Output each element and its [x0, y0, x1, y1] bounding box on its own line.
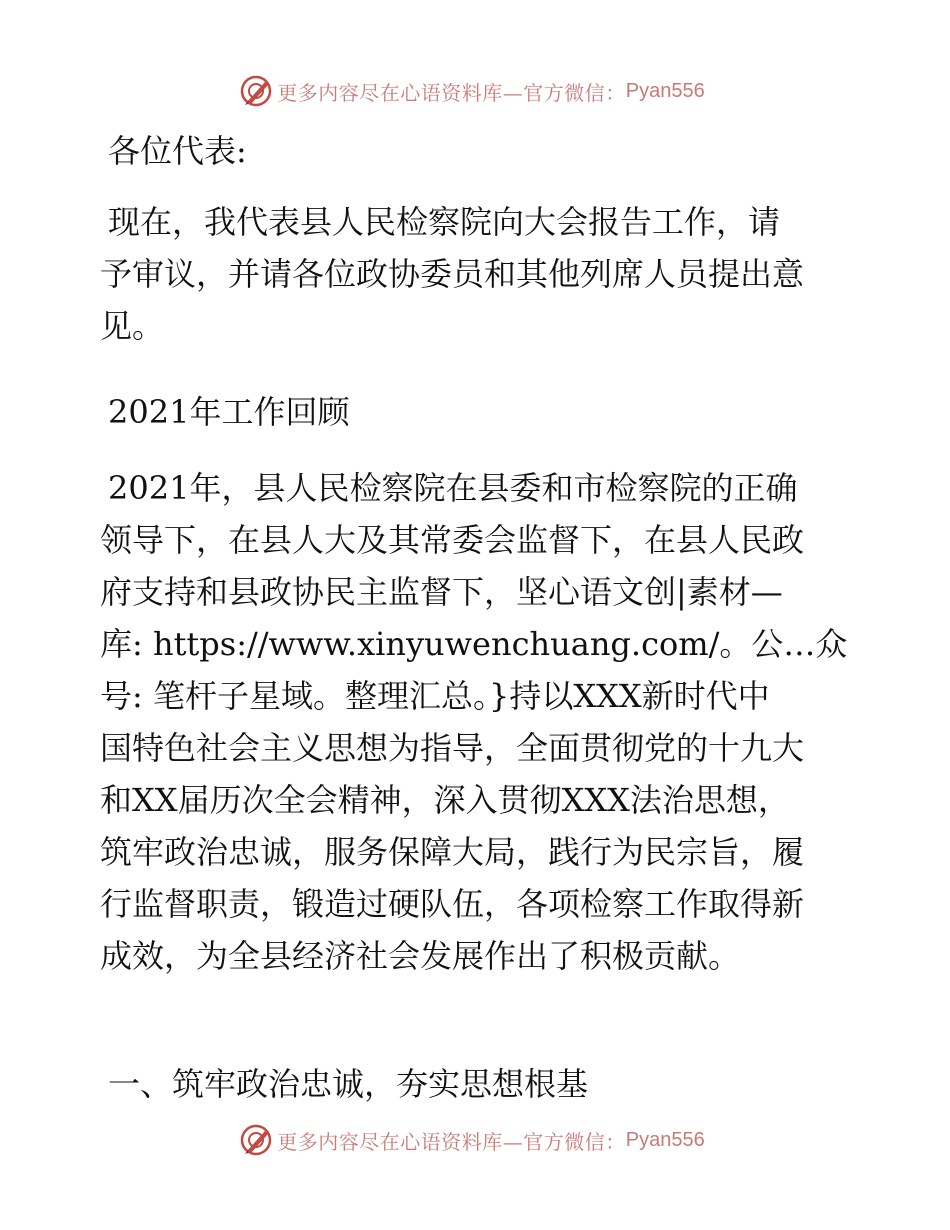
paragraph-line: 库: https://www.xinyuwenchuang.com/。公…众	[100, 625, 848, 663]
section-heading	[100, 386, 868, 438]
paragraph-line: 号: 笔杆子星域。整理汇总。}持以XXX新时代中	[100, 677, 770, 715]
watermark-banner-bottom	[0, 1120, 950, 1160]
watermark-text: 更多内容尽在心语资料库—官方微信：	[277, 1129, 626, 1154]
review-paragraph	[100, 462, 860, 982]
paragraph-line: 国特色社会主义思想为指导，全面贯彻党的十九大	[100, 729, 805, 767]
paragraph-line: 予审议，并请各位政协委员和其他列席人员提出意	[100, 255, 805, 293]
paragraph-line: 2021年，县人民检察院在县委和市检察院的正确	[108, 469, 798, 507]
subheading-text: 一、筑牢政治忠诚，夯实思想根基	[108, 1065, 589, 1103]
paragraph-line: 行监督职责，锻造过硬队伍，各项检察工作取得新	[100, 885, 805, 923]
paragraph-line: 筑牢政治忠诚，服务保障大局，践行为民宗旨，履	[100, 833, 805, 871]
brand-logo-icon	[239, 74, 273, 108]
salutation-line: 各位代表:	[108, 132, 247, 170]
brand-logo-icon	[239, 1123, 273, 1157]
watermark-wechat-id: Pyan556	[625, 1128, 705, 1151]
paragraph-line: 领导下，在县人大及其常委会监督下，在县人民政	[100, 521, 805, 559]
paragraph-line: 和XX届历次全会精神，深入贯彻XXX法治思想，	[100, 781, 790, 819]
paragraph-line: 府支持和县政协民主监督下，坚心语文创|素材—	[100, 573, 783, 611]
paragraph-line: 现在，我代表县人民检察院向大会报告工作，请	[108, 203, 781, 241]
subheading-1	[100, 1058, 868, 1110]
salutation	[100, 125, 868, 177]
watermark-wechat-id: Pyan556	[625, 79, 705, 102]
intro-paragraph	[100, 196, 860, 352]
paragraph-line: 见。	[100, 307, 165, 345]
paragraph-line: 成效，为全县经济社会发展作出了积极贡献。	[100, 937, 741, 975]
section-heading-text: 2021年工作回顾	[108, 393, 350, 431]
watermark-banner-top	[0, 71, 950, 111]
watermark-text: 更多内容尽在心语资料库—官方微信：	[277, 80, 626, 105]
